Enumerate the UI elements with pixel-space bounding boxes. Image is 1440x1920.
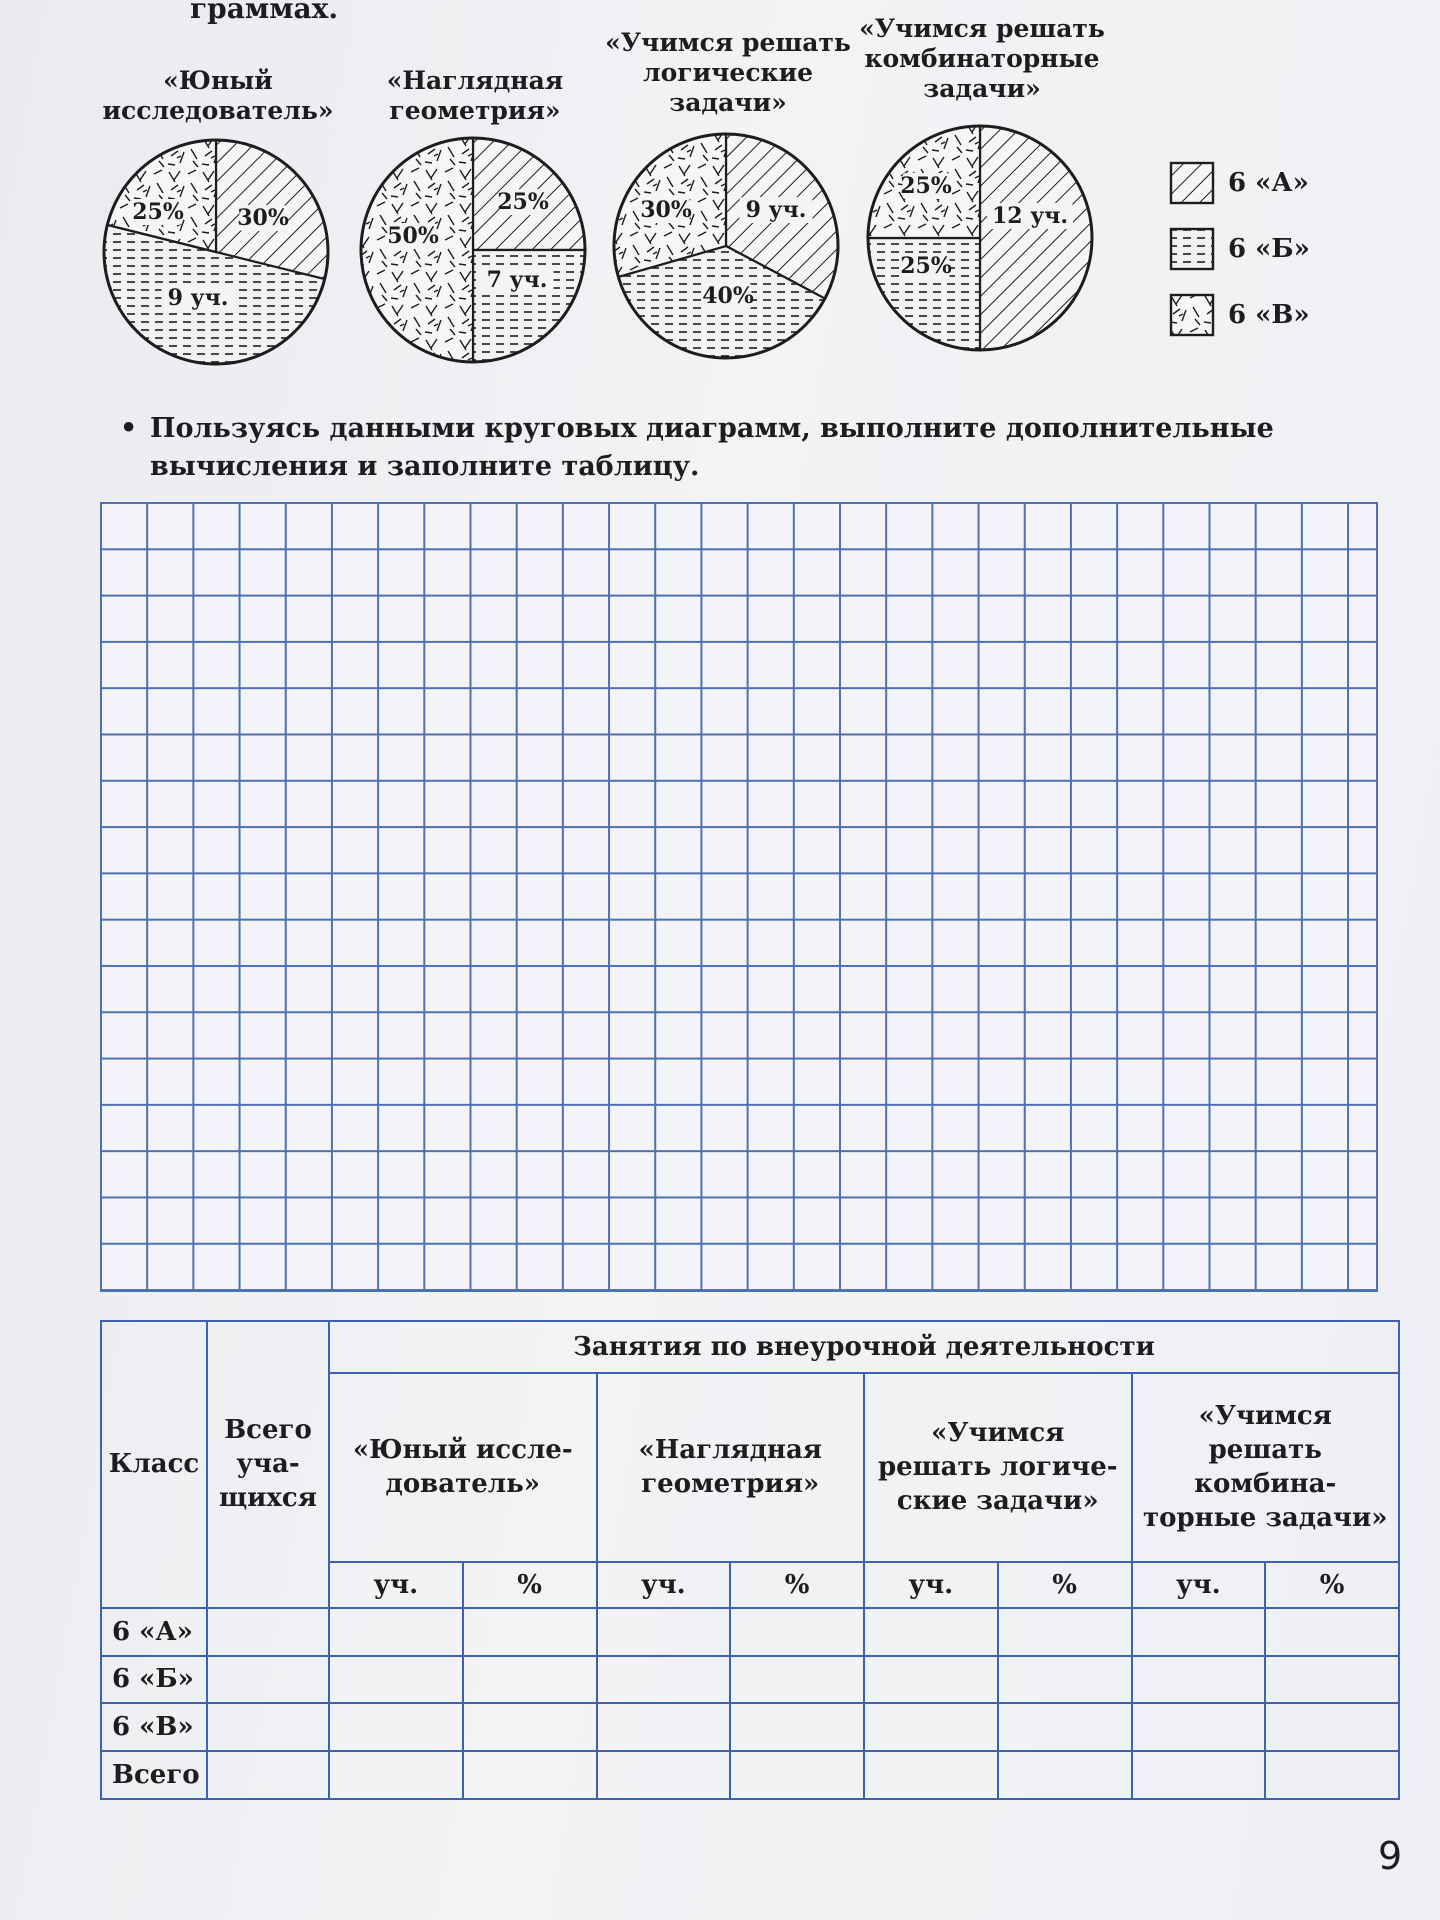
answer-cell[interactable] [998,1656,1132,1704]
legend-swatch-rect [1171,229,1213,269]
legend-swatch-diagonal-hatch [1168,160,1216,206]
table-header-row [101,1321,1399,1373]
pie-title-line: задачи» [669,88,787,117]
header-activity-young-researcher [329,1373,597,1562]
answer-cell[interactable] [864,1656,998,1704]
pie-title-line: логические [642,58,814,87]
answer-cell[interactable] [329,1703,463,1751]
bullet-icon: • [120,413,138,444]
legend-item-6a [1168,150,1310,216]
subheader-percent: % [463,1562,597,1608]
pie-slice-label: 7 уч. [486,267,548,293]
header-line: дователь» [385,1469,540,1500]
answer-cell[interactable] [207,1703,329,1751]
answer-cell[interactable] [463,1751,597,1799]
pie-slice-label: 25% [497,189,549,215]
pie-title-line: комбинаторные [864,44,1100,73]
subheader-students: уч. [597,1562,731,1608]
answer-cell[interactable] [864,1751,998,1799]
table-row [101,1751,1399,1799]
legend-label: 6 «В» [1228,300,1310,330]
answer-cell[interactable] [329,1656,463,1704]
answer-cell[interactable] [1132,1751,1266,1799]
answer-cell[interactable] [463,1703,597,1751]
pie-slice-label: 40% [702,283,754,309]
legend-swatch-random-strokes [1168,292,1216,338]
pie-legend [1168,150,1310,348]
instruction-line: Пользуясь данными круговых диаграмм, выполните дополнительные [150,413,1274,444]
header-line: щихся [219,1483,317,1514]
pie-title-line: геометрия» [389,96,561,125]
answer-cell[interactable] [730,1656,864,1704]
pie-slice [980,126,1092,350]
pie-slice [361,138,473,362]
pie-title-line: «Учимся решать [605,28,851,57]
answer-cell[interactable] [1265,1656,1399,1704]
table-row [101,1608,1399,1656]
header-line: геометрия» [641,1469,820,1500]
answer-cell[interactable] [207,1608,329,1656]
summary-table [100,1320,1400,1800]
pie-slice-label: 30% [237,205,289,231]
answer-cell[interactable] [730,1703,864,1751]
answer-cell[interactable] [1132,1656,1266,1704]
legend-item-6v [1168,282,1310,348]
squared-grid-workspace[interactable] [100,502,1378,1292]
header-activities-group: Занятия по внеурочной деятельности [329,1321,1399,1373]
answer-cell[interactable] [998,1703,1132,1751]
pie-svg [862,120,1102,360]
legend-item-6b [1168,216,1310,282]
header-line: «Учимся [1198,1401,1332,1432]
header-line: торные задачи» [1143,1503,1388,1534]
table-row [101,1656,1399,1704]
answer-cell[interactable] [463,1608,597,1656]
header-line: решать комбина- [1194,1435,1337,1500]
header-activity-logic-tasks [864,1373,1132,1562]
header-total-students [207,1321,329,1608]
answer-cell[interactable] [730,1751,864,1799]
pie-slice-label: 30% [640,197,692,223]
answer-cell[interactable] [329,1751,463,1799]
answer-cell[interactable] [1265,1608,1399,1656]
subheader-percent: % [730,1562,864,1608]
answer-cell[interactable] [1132,1608,1266,1656]
pie-title-line: «Юный [163,66,273,95]
header-line: «Учимся [931,1418,1065,1449]
instruction-line: вычисления и заполните таблицу. [150,451,700,482]
top-text-fragment: граммах. [190,0,339,25]
answer-cell[interactable] [998,1751,1132,1799]
answer-cell[interactable] [329,1608,463,1656]
header-activity-combinatorics-tasks [1132,1373,1400,1562]
row-class-label: Всего [101,1751,207,1799]
pie-chart-combinatorics-tasks [859,14,1105,354]
legend-swatch-dashed [1168,226,1216,272]
answer-cell[interactable] [597,1608,731,1656]
pie-title-line: задачи» [923,74,1041,103]
legend-swatch-rect [1171,295,1213,335]
answer-cell[interactable] [1132,1703,1266,1751]
header-class: Класс [101,1321,207,1608]
subheader-percent: % [998,1562,1132,1608]
answer-cell[interactable] [207,1656,329,1704]
pie-slice-label: 9 уч. [167,285,229,311]
legend-swatch-rect [1171,163,1213,203]
pie-slice-label: 25% [132,199,184,225]
answer-cell[interactable] [597,1656,731,1704]
header-line: Всего [224,1415,312,1446]
pie-svg [355,132,595,372]
pie-slice-label: 25% [900,253,952,279]
subheader-students: уч. [1132,1562,1266,1608]
answer-cell[interactable] [998,1608,1132,1656]
pie-title-line: «Наглядная [386,66,564,95]
page-number: 9 [1378,1834,1403,1878]
header-line: уча- [236,1449,300,1480]
answer-cell[interactable] [597,1751,731,1799]
answer-cell[interactable] [864,1703,998,1751]
header-line: «Юный иссле- [352,1435,573,1466]
pie-slice-label: 12 уч. [991,203,1069,229]
header-line: решать логиче- [877,1452,1118,1483]
legend-label: 6 «Б» [1228,234,1310,264]
header-activity-visual-geometry [597,1373,865,1562]
pie-title-line: «Учимся решать [859,14,1105,43]
subheader-percent: % [1265,1562,1399,1608]
header-line: «Наглядная [638,1435,823,1466]
subheader-students: уч. [864,1562,998,1608]
pie-svg [608,128,848,368]
pie-slice-label: 25% [900,173,952,199]
answer-cell[interactable] [597,1703,731,1751]
task-instruction [120,410,1350,486]
header-line: ские задачи» [896,1486,1099,1517]
answer-cell[interactable] [1265,1703,1399,1751]
pie-slice-label: 9 уч. [745,197,807,223]
pie-svg [98,134,338,374]
subheader-students: уч. [329,1562,463,1608]
answer-cell[interactable] [864,1608,998,1656]
answer-cell[interactable] [1265,1751,1399,1799]
pie-slice-label: 50% [387,223,439,249]
answer-cell[interactable] [207,1751,329,1799]
row-class-label: 6 «В» [101,1703,207,1751]
answer-cell[interactable] [463,1656,597,1704]
pie-title [802,14,1162,104]
answer-cell[interactable] [730,1608,864,1656]
table-row [101,1703,1399,1751]
legend-label: 6 «А» [1228,168,1309,198]
row-class-label: 6 «А» [101,1608,207,1656]
pie-title-line: исследователь» [102,96,334,125]
row-class-label: 6 «Б» [101,1656,207,1704]
